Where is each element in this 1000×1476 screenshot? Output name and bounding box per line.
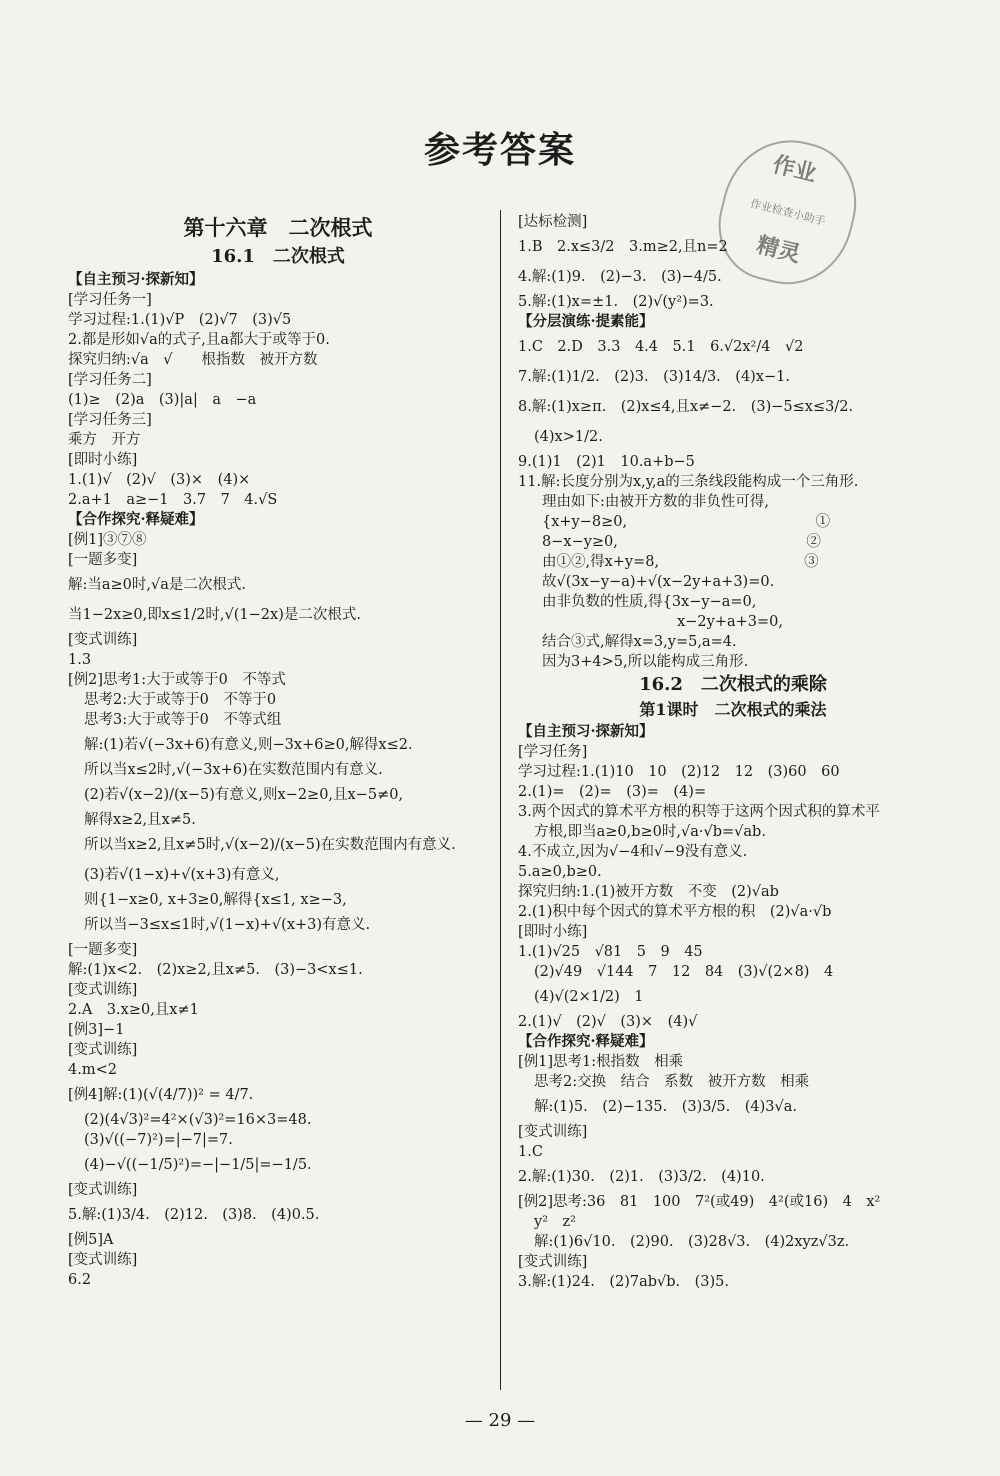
stamp-text: 精灵: [754, 231, 804, 268]
answer-line: (1)≥ (2)a (3)|a| a −a: [68, 392, 257, 408]
answer-line: 探究归纳:√a √ 根指数 被开方数: [68, 352, 318, 368]
answer-line: 解:(1)x<2. (2)x≥2,且x≠5. (3)−3<x≤1.: [68, 962, 363, 978]
answer-line: 第十六章 二次根式: [183, 215, 373, 240]
answer-line: 学习过程:1.(1)10 10 (2)12 12 (3)60 60: [518, 764, 840, 780]
answer-line: 16.1 二次根式: [211, 246, 345, 267]
answer-line: [例2]思考:36 81 100 7²(或49) 4²(或16) 4 x²: [518, 1194, 881, 1210]
answer-line: y² z²: [534, 1214, 576, 1230]
answer-line: [变式训练]: [68, 1252, 138, 1268]
answer-line: 【自主预习·探新知】: [68, 271, 204, 288]
answer-line: 解:(1)若√(−3x+6)有意义,则−3x+6≥0,解得x≤2.: [84, 737, 413, 753]
answer-line: [例2]思考1:大于或等于0 不等式: [68, 672, 286, 688]
answer-line: 解得x≥2,且x≠5.: [84, 812, 196, 828]
answer-line: 方根,即当a≥0,b≥0时,√a·√b=√ab.: [534, 824, 766, 840]
answer-line: [例1]③⑦⑧: [68, 532, 147, 548]
answer-line: {x+y−8≥0, ①: [542, 514, 831, 530]
answer-line: [一题多变]: [68, 942, 138, 958]
answer-line: [例1]思考1:根指数 相乘: [518, 1054, 684, 1070]
answer-line: [变式训练]: [518, 1254, 588, 1270]
answer-line: 所以当x≥2,且x≠5时,√(x−2)/(x−5)在实数范围内有意义.: [84, 837, 456, 853]
answer-line: 6.2: [68, 1272, 92, 1288]
answer-line: 4.解:(1)9. (2)−3. (3)−4/5.: [518, 269, 722, 285]
answer-line: 1.(1)√ (2)√ (3)× (4)×: [68, 472, 251, 488]
answer-line: [变式训练]: [68, 1182, 138, 1198]
answer-line: 因为3+4>5,所以能构成三角形.: [542, 654, 749, 670]
answer-line: [变式训练]: [68, 632, 138, 648]
answer-line: 4.m<2: [68, 1062, 117, 1078]
answer-line: (4)√(2×1/2) 1: [534, 989, 644, 1005]
answer-line: (3)若√(1−x)+√(x+3)有意义,: [84, 867, 280, 883]
answer-line: 所以当−3≤x≤1时,√(1−x)+√(x+3)有意义.: [84, 917, 371, 933]
answer-line: [变式训练]: [518, 1124, 588, 1140]
answer-line: 2.(1)√ (2)√ (3)× (4)√: [518, 1014, 698, 1030]
answer-line: 2.a+1 a≥−1 3.7 7 4.√S: [68, 492, 278, 508]
answer-line: 1.(1)√25 √81 5 9 45: [518, 944, 703, 960]
answer-line: 探究归纳:1.(1)被开方数 不变 (2)√ab: [518, 884, 779, 900]
answer-line: 2.都是形如√a的式子,且a都大于或等于0.: [68, 332, 330, 348]
answer-line: 解:(1)5. (2)−135. (3)3/5. (4)3√a.: [534, 1099, 797, 1115]
answer-line: 思考2:大于或等于0 不等于0: [84, 692, 277, 708]
answer-line: 1.3: [68, 652, 92, 668]
answer-line: x−2y+a+3=0,: [542, 614, 784, 630]
answer-line: [例5]A: [68, 1232, 114, 1248]
answer-line: 思考3:大于或等于0 不等式组: [84, 712, 282, 728]
right-column: [518, 212, 948, 1292]
answer-line: [即时小练]: [68, 452, 138, 468]
answer-line: 由非负数的性质,得{3x−y−a=0,: [542, 594, 757, 610]
page-title: 参考答案: [423, 129, 576, 171]
answer-line: 7.解:(1)1/2. (2)3. (3)14/3. (4)x−1.: [518, 369, 790, 385]
answer-line: 学习过程:1.(1)√P (2)√7 (3)√5: [68, 312, 292, 328]
answer-line: [变式训练]: [68, 982, 138, 998]
answer-line: 16.2 二次根式的乘除: [639, 674, 827, 695]
answer-line: 2.解:(1)30. (2)1. (3)3/2. (4)10.: [518, 1169, 765, 1185]
answer-line: (2)若√(x−2)/(x−5)有意义,则x−2≥0,且x−5≠0,: [84, 787, 404, 803]
answer-line: 2.(1)积中每个因式的算术平方根的积 (2)√a·√b: [518, 904, 832, 920]
stamp-text: 作业检查小助手: [748, 196, 827, 229]
answer-line: [达标检测]: [518, 214, 588, 230]
answer-line: 5.解:(1)x=±1. (2)√(y²)=3.: [518, 294, 714, 310]
answer-line: [即时小练]: [518, 924, 588, 940]
answer-line: 【自主预习·探新知】: [518, 723, 654, 740]
answer-line: (4)−√((−1/5)²)=−|−1/5|=−1/5.: [84, 1157, 312, 1173]
answer-line: [例3]−1: [68, 1022, 125, 1038]
answer-line: 【分层演练·提素能】: [518, 313, 654, 330]
answer-line: (3)√((−7)²)=|−7|=7.: [84, 1132, 233, 1148]
answer-line: 结合③式,解得x=3,y=5,a=4.: [542, 634, 737, 650]
answer-line: (2)(4√3)²=4²×(√3)²=16×3=48.: [84, 1112, 312, 1128]
answer-line: [学习任务一]: [68, 292, 152, 308]
answer-line: [学习任务三]: [68, 412, 152, 428]
answer-line: 2.A 3.x≥0,且x≠1: [68, 1002, 199, 1018]
answer-line: 乘方 开方: [68, 432, 141, 448]
answer-line: 5.解:(1)3/4. (2)12. (3)8. (4)0.5.: [68, 1207, 320, 1223]
answer-line: 8−x−y≥0, ②: [542, 534, 821, 550]
answer-line: 【合作探究·释疑难】: [68, 511, 204, 528]
answer-line: 11.解:长度分别为x,y,a的三条线段能构成一个三角形.: [518, 474, 859, 490]
answer-line: 2.(1)= (2)= (3)= (4)=: [518, 784, 707, 800]
answer-line: 1.C 2.D 3.3 4.4 5.1 6.√2x²/4 √2: [518, 339, 804, 355]
answer-line: [例4]解:(1)(√(4/7))² = 4/7.: [68, 1087, 254, 1103]
answer-line: [学习任务二]: [68, 372, 152, 388]
answer-line: 3.解:(1)24. (2)7ab√b. (3)5.: [518, 1274, 730, 1290]
answer-line: 1.B 2.x≤3/2 3.m≥2,且n=2: [518, 239, 728, 255]
answer-line: 4.不成立,因为√−4和√−9没有意义.: [518, 844, 748, 860]
answer-line: 解:当a≥0时,√a是二次根式.: [68, 577, 247, 593]
answer-line: 1.C: [518, 1144, 543, 1160]
answer-line: 第1课时 二次根式的乘法: [639, 700, 827, 719]
page-number: — 29 —: [464, 1410, 536, 1431]
answer-line: 思考2:交换 结合 系数 被开方数 相乘: [534, 1074, 810, 1090]
answer-line: 解:(1)6√10. (2)90. (3)28√3. (4)2xyz√3z.: [534, 1234, 850, 1250]
answer-line: 3.两个因式的算术平方根的积等于这两个因式积的算术平: [518, 804, 880, 820]
answer-line: 所以当x≤2时,√(−3x+6)在实数范围内有意义.: [84, 762, 383, 778]
answer-line: 由①②,得x+y=8, ③: [542, 554, 819, 570]
answer-line: 理由如下:由被开方数的非负性可得,: [542, 494, 769, 510]
answer-line: 9.(1)1 (2)1 10.a+b−5: [518, 454, 695, 470]
answer-line: 【合作探究·释疑难】: [518, 1033, 654, 1050]
answer-line: 则{1−x≥0, x+3≥0,解得{x≤1, x≥−3,: [84, 892, 347, 908]
left-column: [68, 212, 488, 1290]
answer-line: 故√(3x−y−a)+√(x−2y+a+3)=0.: [542, 574, 775, 590]
answer-line: [学习任务]: [518, 744, 588, 760]
answer-line: [一题多变]: [68, 552, 138, 568]
answer-line: (4)x>1/2.: [534, 429, 603, 445]
stamp-text: 作业: [770, 151, 820, 188]
answer-line: (2)√49 √144 7 12 84 (3)√(2×8) 4: [534, 964, 834, 980]
answer-line: 5.a≥0,b≥0.: [518, 864, 602, 880]
column-divider: [500, 210, 501, 1390]
answer-line: 8.解:(1)x≥π. (2)x≤4,且x≠−2. (3)−5≤x≤3/2.: [518, 399, 854, 415]
answer-line: [变式训练]: [68, 1042, 138, 1058]
answer-line: 当1−2x≥0,即x≤1/2时,√(1−2x)是二次根式.: [68, 607, 361, 623]
